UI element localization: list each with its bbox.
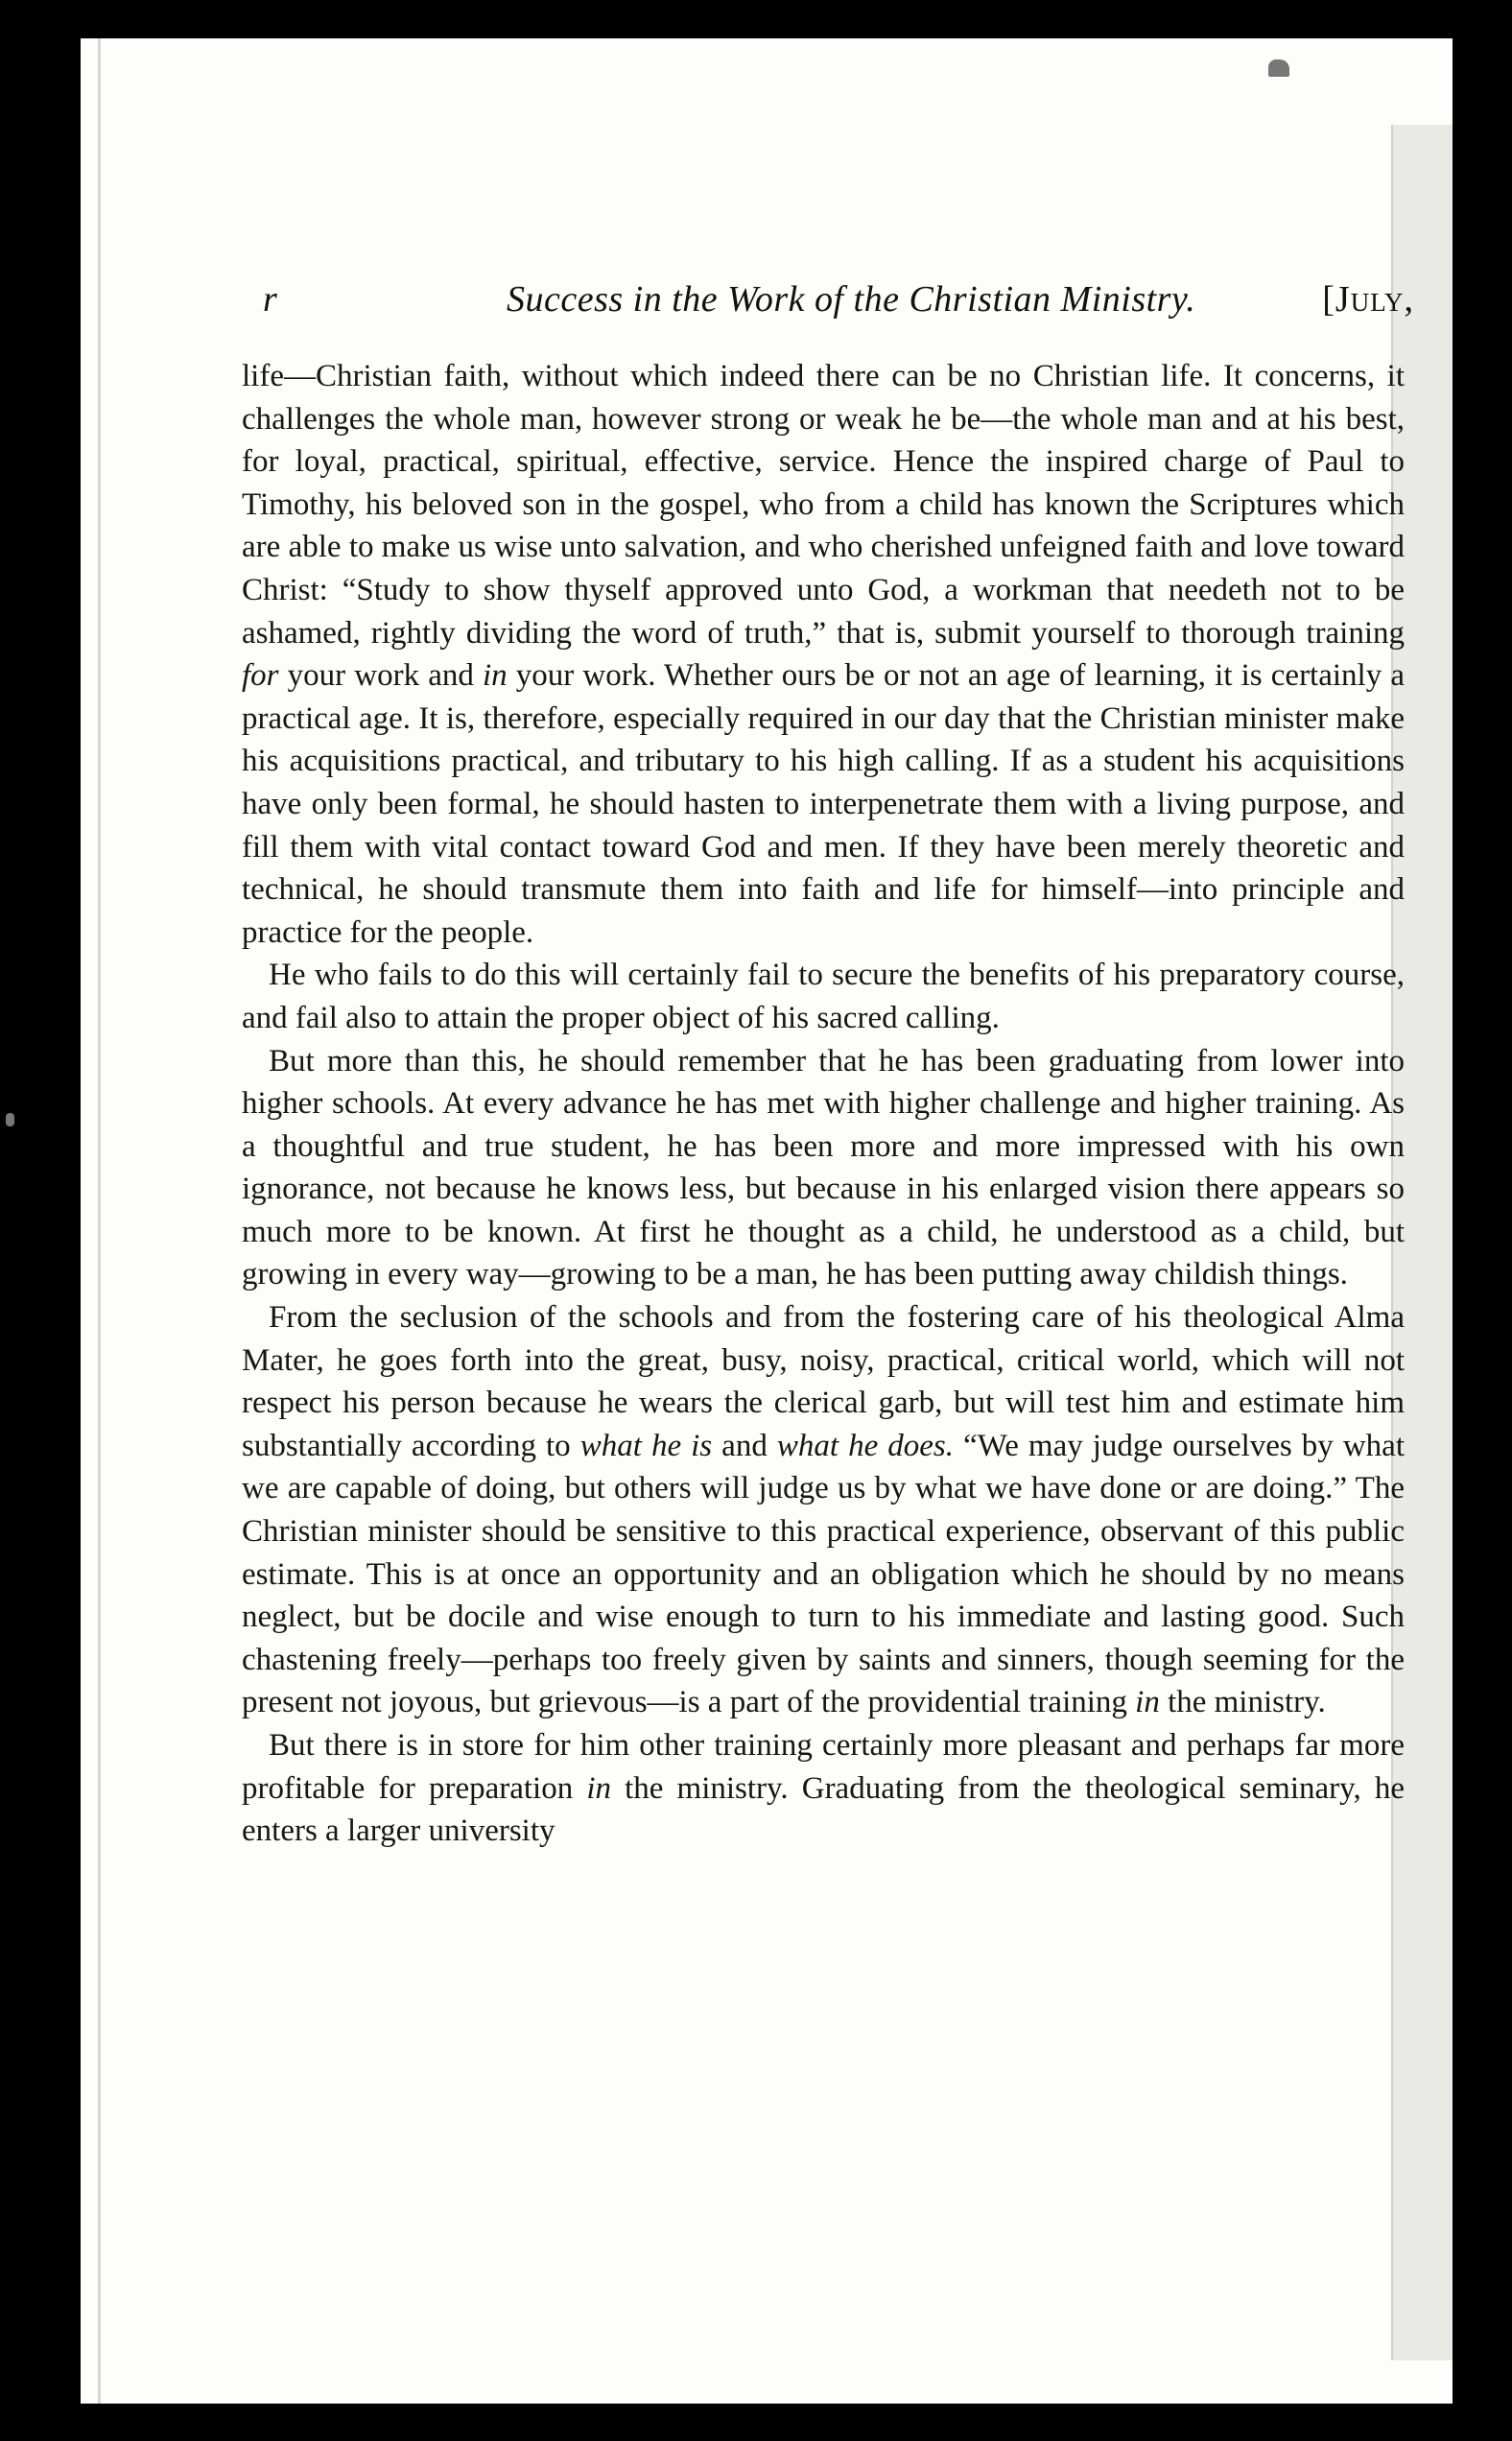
running-month: [July,	[1322, 279, 1414, 320]
italic-text: for	[242, 658, 279, 694]
paragraph	[242, 954, 1405, 1039]
running-title: Success in the Work of the Christian Ministry.	[507, 279, 1196, 320]
paragraph	[242, 1296, 1405, 1724]
text-run: But more than this, he should remember that he has been graduating from lower into higher schools. At every advance he has met with higher challenge and higher training. As a thoughtful and true student, he has been more and more impressed with his own ignorance, not because he knows less, but because in his enlarged vision there appears so much more to be known. At first he thought as a child, he understood as a child, but growing in every way—growing to be a man, he has been putting away childish things.	[242, 1043, 1405, 1292]
text-run: your work. Whether ours be or not an age of learning, it is certainly a practical age. It is, therefore, especially required in our day that the Christian minister make his acquisitions practical, and tributary to his high calling. If as a student his acquisitions have only been formal, he should hasten to interpenetrate them with a living purpose, and fill them with vital contact toward God and men. If they have been merely theoretic and technical, he should transmute them into faith and life for himself—into principle and practice for the people.	[242, 658, 1405, 950]
gutter-shadow	[98, 38, 101, 2404]
text-run: life—Christian faith, without which indeed there can be no Christian life. It concerns, it challenges the whole man, however strong or weak he be—the whole man and at his best, for loyal, practical, spiritual, effective, service. Hence the inspired charge of Paul to Timothy, his beloved son in the gospel, who from a child has known the Scriptures which are able to make us wise unto salvation, and who cherished unfeigned faith and love toward Christ: “Study to show thyself approved unto God, a workman that needeth not to be ashamed, rightly dividing the word of truth,” that is, submit yourself to thorough training	[242, 359, 1405, 651]
scan-speck	[6, 1113, 14, 1126]
book-page	[81, 38, 1453, 2404]
paragraph	[242, 1724, 1405, 1853]
italic-text: what he does.	[776, 1428, 955, 1463]
text-run: But there is in store for him other training certainly more pleasant and perhaps far more profitable for preparation	[242, 1728, 1405, 1806]
body-text	[242, 355, 1405, 1853]
italic-text: in	[482, 658, 508, 694]
text-run: your work and	[278, 658, 483, 694]
page-folio: r	[263, 279, 277, 320]
italic-text: in	[586, 1770, 611, 1806]
text-run: He who fails to do this will certainly fail to secure the benefits of his preparatory course, and fail also to attain the proper object of his sacred calling.	[242, 958, 1405, 1035]
text-run: From the seclusion of the schools and from the fostering care of his theological Alma Mater, he goes forth into the great, busy, noisy, practical, critical world, which will not respect his person because he wears the clerical garb, but will test him and estimate him substantially according to	[242, 1300, 1405, 1463]
italic-text: in	[1135, 1685, 1160, 1720]
paragraph	[242, 355, 1405, 954]
text-run: and	[712, 1428, 777, 1463]
text-run: the ministry.	[1159, 1685, 1326, 1720]
paragraph	[242, 1040, 1405, 1297]
italic-text: what he is	[579, 1428, 713, 1463]
scan-speck	[1268, 59, 1289, 77]
running-head	[263, 278, 1414, 336]
text-run: the ministry. Graduating from the theological seminary, he enters a larger university	[242, 1770, 1405, 1849]
text-run: “We may judge ourselves by what we are capable of doing, but others will judge us by what we have done or are doing.” The Christian minister should be sensitive to this practical experience, observant of this public estimate. This is at once an opportunity and an obligation which he should by no means neglect, but be docile and wise enough to turn to his immediate and lasting good. Such chastening freely—perhaps too freely given by saints and sinners, though seeming for the present not joyous, but grievous—is a part of the providential training	[242, 1428, 1405, 1720]
